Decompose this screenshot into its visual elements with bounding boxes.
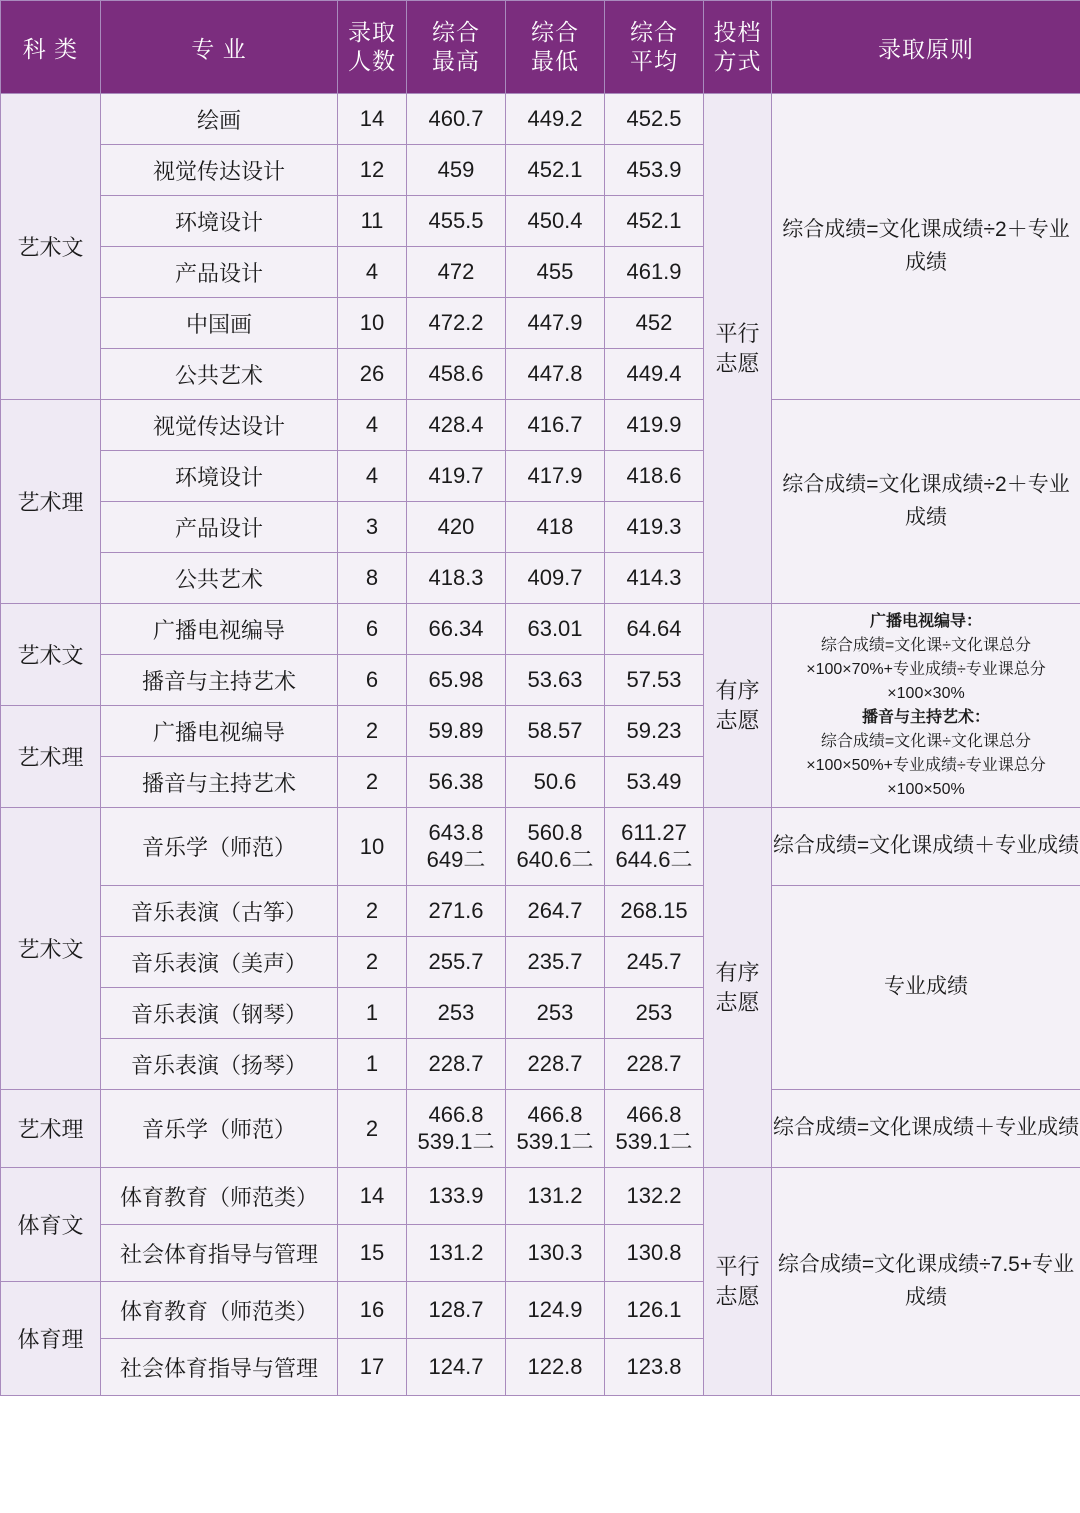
rule-cell xyxy=(772,604,1080,808)
table-row xyxy=(1,604,1080,655)
min-cell: 253 xyxy=(506,988,605,1039)
min-cell: 452.1 xyxy=(506,145,605,196)
major-cell: 环境设计 xyxy=(101,451,338,502)
count-cell: 2 xyxy=(338,886,407,937)
rule-cell: 综合成绩=文化课成绩＋专业成绩 xyxy=(772,808,1080,886)
header-category: 科 类 xyxy=(1,1,101,94)
max-value-line2: 649二 xyxy=(426,846,486,872)
avg-cell: 123.8 xyxy=(605,1339,704,1396)
max-cell xyxy=(407,1090,506,1168)
mode-line2: 志愿 xyxy=(715,707,760,733)
max-cell: 472.2 xyxy=(407,298,506,349)
mode-line1: 有序 xyxy=(715,677,760,703)
count-cell: 3 xyxy=(338,502,407,553)
major-cell: 音乐表演（美声） xyxy=(101,937,338,988)
min-cell: 450.4 xyxy=(506,196,605,247)
max-cell: 133.9 xyxy=(407,1168,506,1225)
category-cell: 体育文 xyxy=(1,1168,101,1282)
major-cell: 产品设计 xyxy=(101,502,338,553)
table-body xyxy=(1,94,1080,1396)
min-cell: 455 xyxy=(506,247,605,298)
max-cell: 255.7 xyxy=(407,937,506,988)
count-cell: 2 xyxy=(338,937,407,988)
major-cell: 体育教育（师范类） xyxy=(101,1168,338,1225)
min-cell: 50.6 xyxy=(506,757,605,808)
avg-cell xyxy=(605,1090,704,1168)
avg-cell: 452 xyxy=(605,298,704,349)
avg-cell: 253 xyxy=(605,988,704,1039)
header-major: 专 业 xyxy=(101,1,338,94)
min-cell: 63.01 xyxy=(506,604,605,655)
major-cell: 绘画 xyxy=(101,94,338,145)
max-cell: 460.7 xyxy=(407,94,506,145)
mode-line1: 平行 xyxy=(715,1253,760,1279)
count-cell: 15 xyxy=(338,1225,407,1282)
count-cell: 2 xyxy=(338,1090,407,1168)
avg-cell: 461.9 xyxy=(605,247,704,298)
min-value-line1: 466.8 xyxy=(527,1102,583,1128)
max-cell: 458.6 xyxy=(407,349,506,400)
header-mode-line2: 方式 xyxy=(713,48,762,74)
header-max xyxy=(407,1,506,94)
min-cell: 235.7 xyxy=(506,937,605,988)
count-cell: 12 xyxy=(338,145,407,196)
major-cell: 音乐表演（扬琴） xyxy=(101,1039,338,1090)
min-cell: 447.8 xyxy=(506,349,605,400)
table-row xyxy=(1,94,1080,145)
count-cell: 10 xyxy=(338,808,407,886)
max-cell: 472 xyxy=(407,247,506,298)
max-cell: 253 xyxy=(407,988,506,1039)
avg-value-line1: 611.27 xyxy=(621,820,687,846)
max-cell: 131.2 xyxy=(407,1225,506,1282)
header-min-line2: 最低 xyxy=(531,48,579,74)
major-cell: 体育教育（师范类） xyxy=(101,1282,338,1339)
mode-cell xyxy=(704,94,772,604)
min-cell: 264.7 xyxy=(506,886,605,937)
major-cell: 音乐表演（钢琴） xyxy=(101,988,338,1039)
max-cell: 59.89 xyxy=(407,706,506,757)
major-cell: 视觉传达设计 xyxy=(101,145,338,196)
max-cell: 124.7 xyxy=(407,1339,506,1396)
avg-value-line2: 644.6二 xyxy=(615,846,693,872)
category-cell: 体育理 xyxy=(1,1282,101,1396)
min-cell: 447.9 xyxy=(506,298,605,349)
min-cell: 130.3 xyxy=(506,1225,605,1282)
major-cell: 广播电视编导 xyxy=(101,706,338,757)
avg-cell: 453.9 xyxy=(605,145,704,196)
avg-cell: 245.7 xyxy=(605,937,704,988)
header-count-line1: 录取 xyxy=(348,19,396,46)
major-cell: 公共艺术 xyxy=(101,349,338,400)
avg-cell: 449.4 xyxy=(605,349,704,400)
max-cell: 428.4 xyxy=(407,400,506,451)
header-count-line2: 人数 xyxy=(348,48,396,74)
max-cell: 418.3 xyxy=(407,553,506,604)
major-cell: 广播电视编导 xyxy=(101,604,338,655)
avg-cell: 268.15 xyxy=(605,886,704,937)
header-max-line1: 综合 xyxy=(432,19,480,46)
avg-cell: 132.2 xyxy=(605,1168,704,1225)
min-cell: 124.9 xyxy=(506,1282,605,1339)
category-cell: 艺术理 xyxy=(1,706,101,808)
min-cell: 417.9 xyxy=(506,451,605,502)
mode-line2: 志愿 xyxy=(715,350,760,376)
rule-title-broadcast-director: 广播电视编导： xyxy=(869,612,982,630)
rule-cell: 综合成绩=文化课成绩＋专业成绩 xyxy=(772,1090,1080,1168)
max-cell: 459 xyxy=(407,145,506,196)
header-min-line1: 综合 xyxy=(531,19,579,46)
count-cell: 26 xyxy=(338,349,407,400)
header-avg-line2: 平均 xyxy=(630,48,678,74)
mode-cell xyxy=(704,808,772,1168)
min-cell: 449.2 xyxy=(506,94,605,145)
count-cell: 2 xyxy=(338,757,407,808)
avg-value-line2: 539.1二 xyxy=(615,1128,693,1154)
major-cell: 音乐表演（古筝） xyxy=(101,886,338,937)
min-cell: 418 xyxy=(506,502,605,553)
header-mode xyxy=(704,1,772,94)
min-cell: 228.7 xyxy=(506,1039,605,1090)
avg-cell xyxy=(605,808,704,886)
rule-cell: 综合成绩=文化课成绩÷2＋专业成绩 xyxy=(772,94,1080,400)
mode-cell xyxy=(704,1168,772,1396)
header-count xyxy=(338,1,407,94)
avg-cell: 419.9 xyxy=(605,400,704,451)
max-value-line1: 643.8 xyxy=(428,820,484,846)
header-rule: 录取原则 xyxy=(772,1,1080,94)
min-cell: 58.57 xyxy=(506,706,605,757)
avg-cell: 130.8 xyxy=(605,1225,704,1282)
avg-cell: 452.5 xyxy=(605,94,704,145)
max-cell: 65.98 xyxy=(407,655,506,706)
header-avg-line1: 综合 xyxy=(630,19,678,46)
category-cell: 艺术文 xyxy=(1,808,101,1090)
min-value-line2: 640.6二 xyxy=(516,846,594,872)
max-cell: 455.5 xyxy=(407,196,506,247)
major-cell: 播音与主持艺术 xyxy=(101,757,338,808)
table-row xyxy=(1,1168,1080,1225)
min-cell: 409.7 xyxy=(506,553,605,604)
min-cell: 416.7 xyxy=(506,400,605,451)
min-cell: 131.2 xyxy=(506,1168,605,1225)
count-cell: 1 xyxy=(338,988,407,1039)
category-cell: 艺术理 xyxy=(1,1090,101,1168)
major-cell: 中国画 xyxy=(101,298,338,349)
max-value-line1: 466.8 xyxy=(428,1102,484,1128)
header-min xyxy=(506,1,605,94)
avg-value-line1: 466.8 xyxy=(626,1102,682,1128)
min-value-line2: 539.1二 xyxy=(516,1128,594,1154)
avg-cell: 418.6 xyxy=(605,451,704,502)
avg-cell: 228.7 xyxy=(605,1039,704,1090)
count-cell: 4 xyxy=(338,247,407,298)
min-cell xyxy=(506,808,605,886)
count-cell: 6 xyxy=(338,655,407,706)
major-cell: 音乐学（师范） xyxy=(101,808,338,886)
major-cell: 产品设计 xyxy=(101,247,338,298)
major-cell: 社会体育指导与管理 xyxy=(101,1225,338,1282)
category-cell: 艺术理 xyxy=(1,400,101,604)
count-cell: 14 xyxy=(338,1168,407,1225)
max-value-line2: 539.1二 xyxy=(417,1128,495,1154)
avg-cell: 64.64 xyxy=(605,604,704,655)
avg-cell: 57.53 xyxy=(605,655,704,706)
rule-body-broadcast-director: 综合成绩=文化课÷文化课总分×100×70%+专业成绩÷专业课总分×100×30% xyxy=(806,636,1046,702)
avg-cell: 59.23 xyxy=(605,706,704,757)
major-cell: 视觉传达设计 xyxy=(101,400,338,451)
table-row xyxy=(1,808,1080,886)
max-cell xyxy=(407,808,506,886)
count-cell: 14 xyxy=(338,94,407,145)
mode-line1: 平行 xyxy=(715,320,760,346)
min-cell: 53.63 xyxy=(506,655,605,706)
avg-cell: 53.49 xyxy=(605,757,704,808)
count-cell: 11 xyxy=(338,196,407,247)
count-cell: 1 xyxy=(338,1039,407,1090)
table-header xyxy=(1,1,1080,94)
header-avg xyxy=(605,1,704,94)
min-cell: 122.8 xyxy=(506,1339,605,1396)
rule-title-announcing: 播音与主持艺术： xyxy=(861,708,990,726)
count-cell: 4 xyxy=(338,451,407,502)
rule-cell: 综合成绩=文化课成绩÷7.5+专业成绩 xyxy=(772,1168,1080,1396)
table-row xyxy=(1,1090,1080,1168)
max-cell: 66.34 xyxy=(407,604,506,655)
max-cell: 419.7 xyxy=(407,451,506,502)
count-cell: 6 xyxy=(338,604,407,655)
header-mode-line1: 投档 xyxy=(713,19,762,46)
major-cell: 环境设计 xyxy=(101,196,338,247)
avg-cell: 419.3 xyxy=(605,502,704,553)
max-cell: 56.38 xyxy=(407,757,506,808)
major-cell: 社会体育指导与管理 xyxy=(101,1339,338,1396)
major-cell: 音乐学（师范） xyxy=(101,1090,338,1168)
rule-body-announcing: 综合成绩=文化课÷文化课总分×100×50%+专业成绩÷专业课总分×100×50% xyxy=(806,732,1046,798)
count-cell: 16 xyxy=(338,1282,407,1339)
max-cell: 228.7 xyxy=(407,1039,506,1090)
mode-line1: 有序 xyxy=(715,959,760,985)
count-cell: 10 xyxy=(338,298,407,349)
mode-line2: 志愿 xyxy=(715,1283,760,1309)
max-cell: 271.6 xyxy=(407,886,506,937)
rule-cell: 专业成绩 xyxy=(772,886,1080,1090)
category-cell: 艺术文 xyxy=(1,604,101,706)
count-cell: 4 xyxy=(338,400,407,451)
count-cell: 17 xyxy=(338,1339,407,1396)
max-cell: 128.7 xyxy=(407,1282,506,1339)
count-cell: 8 xyxy=(338,553,407,604)
table-row xyxy=(1,400,1080,451)
mode-line2: 志愿 xyxy=(715,989,760,1015)
count-cell: 2 xyxy=(338,706,407,757)
major-cell: 播音与主持艺术 xyxy=(101,655,338,706)
min-cell xyxy=(506,1090,605,1168)
mode-cell xyxy=(704,604,772,808)
avg-cell: 414.3 xyxy=(605,553,704,604)
min-value-line1: 560.8 xyxy=(527,820,583,846)
rule-cell: 综合成绩=文化课成绩÷2＋专业成绩 xyxy=(772,400,1080,604)
max-cell: 420 xyxy=(407,502,506,553)
category-cell: 艺术文 xyxy=(1,94,101,400)
avg-cell: 452.1 xyxy=(605,196,704,247)
avg-cell: 126.1 xyxy=(605,1282,704,1339)
header-max-line2: 最高 xyxy=(432,48,480,74)
table-row xyxy=(1,886,1080,937)
major-cell: 公共艺术 xyxy=(101,553,338,604)
